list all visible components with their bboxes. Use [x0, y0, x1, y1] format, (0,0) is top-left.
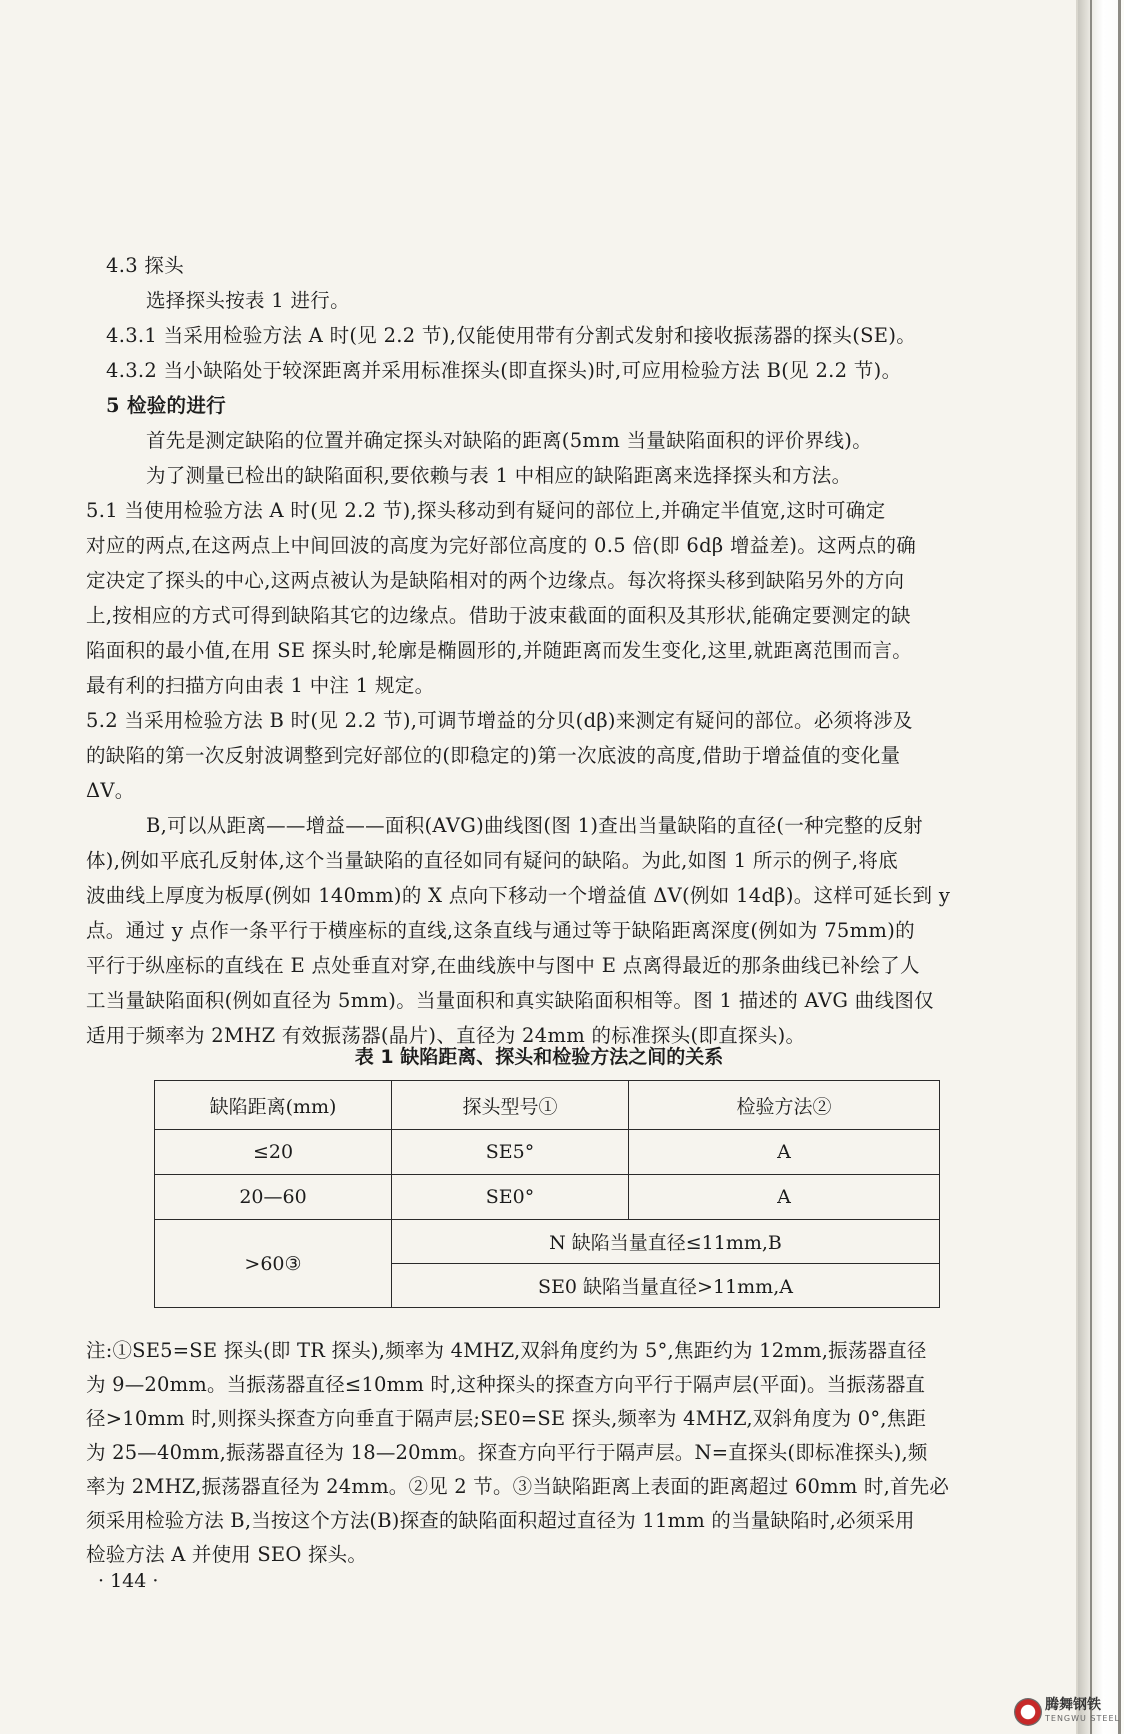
text-line: 对应的两点,在这两点上中间回波的高度为完好部位高度的 0.5 倍(即 6dβ 增益差)。这两点的确: [86, 534, 917, 557]
table-row: [155, 1175, 940, 1220]
text-line: 工当量缺陷面积(例如直径为 5mm)。当量面积和真实缺陷面积相等。图 1 描述的 AVG 曲线图仅: [86, 989, 934, 1012]
text-line: 4.3.1 当采用检验方法 A 时(见 2.2 节),仅能使用带有分割式发射和接收振荡器的探头(SE)。: [106, 324, 917, 347]
table-row: [155, 1220, 940, 1264]
logo-mark-icon: [1014, 1698, 1042, 1726]
cell-merged: N 缺陷当量直径≤11mm,B: [392, 1220, 940, 1264]
edge-line: [1118, 0, 1121, 1734]
text-line: 点。通过 y 点作一条平行于横座标的直线,这条直线与通过等于缺陷距离深度(例如为 75mm)的: [86, 919, 915, 942]
text-line: 5 检验的进行: [106, 394, 226, 417]
text-line: 5.2 当采用检验方法 B 时(见 2.2 节),可调节增益的分贝(dβ)来测定有疑问的部位。必须将涉及: [86, 709, 913, 732]
header-distance: 缺陷距离(mm): [155, 1081, 392, 1130]
cell-distance: >60③: [155, 1220, 392, 1308]
table-header-row: [155, 1081, 940, 1130]
note-line: 注:①SE5=SE 探头(即 TR 探头),频率为 4MHZ,双斜角度约为 5°,焦距约为 12mm,振荡器直径: [86, 1339, 927, 1362]
cell-probe: SE5°: [392, 1130, 629, 1175]
text-line: 定决定了探头的中心,这两点被认为是缺陷相对的两个边缘点。每次将探头移到缺陷另外的方向: [86, 569, 905, 592]
cell-distance: 20—60: [155, 1175, 392, 1220]
cell-distance: ≤20: [155, 1130, 392, 1175]
note-line: 须采用检验方法 B,当按这个方法(B)探查的缺陷面积超过直径为 11mm 的当量缺陷时,必须采用: [86, 1509, 915, 1532]
page-number: · 144 ·: [98, 1570, 159, 1592]
text-line: 首先是测定缺陷的位置并确定探头对缺陷的距离(5mm 当量缺陷面积的评价界线)。: [146, 429, 873, 452]
text-line: 最有利的扫描方向由表 1 中注 1 规定。: [86, 674, 435, 697]
note-line: 检验方法 A 并使用 SEO 探头。: [86, 1543, 368, 1566]
cell-method: A: [629, 1130, 940, 1175]
text-line: ΔV。: [86, 779, 135, 802]
text-line: 陷面积的最小值,在用 SE 探头时,轮廓是椭圆形的,并随距离而发生变化,这里,就距离范围而言。: [86, 639, 913, 662]
text-line: 平行于纵座标的直线在 E 点处垂直对穿,在曲线族中与图中 E 点离得最近的那条曲线已补绘了人: [86, 954, 920, 977]
note-line: 径>10mm 时,则探头探查方向垂直于隔声层;SE0=SE 探头,频率为 4MHZ,双斜角度为 0°,焦距: [86, 1407, 927, 1430]
cell-probe: SE0°: [392, 1175, 629, 1220]
note-line: 为 25—40mm,振荡器直径为 18—20mm。探查方向平行于隔声层。N=直探头(即标准探头),频: [86, 1441, 928, 1464]
text-line: 4.3 探头: [106, 254, 185, 277]
text-line: 5.1 当使用检验方法 A 时(见 2.2 节),探头移动到有疑问的部位上,并确定半值宽,这时可确定: [86, 499, 886, 522]
header-method: 检验方法②: [629, 1081, 940, 1130]
text-line: 4.3.2 当小缺陷处于较深距离并采用标准探头(即直探头)时,可应用检验方法 B(见 2.2 节)。: [106, 359, 902, 382]
table-title: 表 1 缺陷距离、探头和检验方法之间的关系: [354, 1046, 724, 1068]
text-line: 体),例如平底孔反射体,这个当量缺陷的直径如同有疑问的缺陷。为此,如图 1 所示的例子,将底: [86, 849, 899, 872]
note-line: 率为 2MHZ,振荡器直径为 24mm。②见 2 节。③当缺陷距离上表面的距离超过 60mm 时,首先必: [86, 1475, 950, 1498]
page-edge: [1078, 0, 1124, 1734]
body-text: [86, 248, 1020, 1053]
table-notes: [86, 1334, 1006, 1572]
text-line: 波曲线上厚度为板厚(例如 140mm)的 X 点向下移动一个增益值 ΔV(例如 14dβ)。这样可延长到 y: [86, 884, 951, 907]
logo-name-cn: 腾舞钢铁: [1045, 1697, 1101, 1713]
watermark-logo: [1014, 1694, 1124, 1730]
edge-line: [1090, 0, 1092, 1734]
logo-text: [1045, 1698, 1120, 1726]
text-line: 的缺陷的第一次反射波调整到完好部位的(即稳定的)第一次底波的高度,借助于增益值的变化量: [86, 744, 901, 767]
cell-method: A: [629, 1175, 940, 1220]
header-probe: 探头型号①: [392, 1081, 629, 1130]
note-line: 为 9—20mm。当振荡器直径≤10mm 时,这种探头的探查方向平行于隔声层(平面)。当振荡器直: [86, 1373, 926, 1396]
logo-name-en: TENGWU STEEL: [1045, 1714, 1120, 1723]
text-line: 适用于频率为 2MHZ 有效振荡器(晶片)、直径为 24mm 的标准探头(即直探头)。: [86, 1024, 806, 1047]
text-line: 为了测量已检出的缺陷面积,要依赖与表 1 中相应的缺陷距离来选择探头和方法。: [146, 464, 852, 487]
table-row: [155, 1130, 940, 1175]
text-line: 选择探头按表 1 进行。: [146, 289, 350, 312]
text-line: B,可以从距离——增益——面积(AVG)曲线图(图 1)查出当量缺陷的直径(一种完整的反射: [146, 814, 923, 837]
relation-table: [154, 1080, 940, 1308]
cell-merged: SE0 缺陷当量直径>11mm,A: [392, 1264, 940, 1308]
text-line: 上,按相应的方式可得到缺陷其它的边缘点。借助于波束截面的面积及其形状,能确定要测定的缺: [86, 604, 911, 627]
